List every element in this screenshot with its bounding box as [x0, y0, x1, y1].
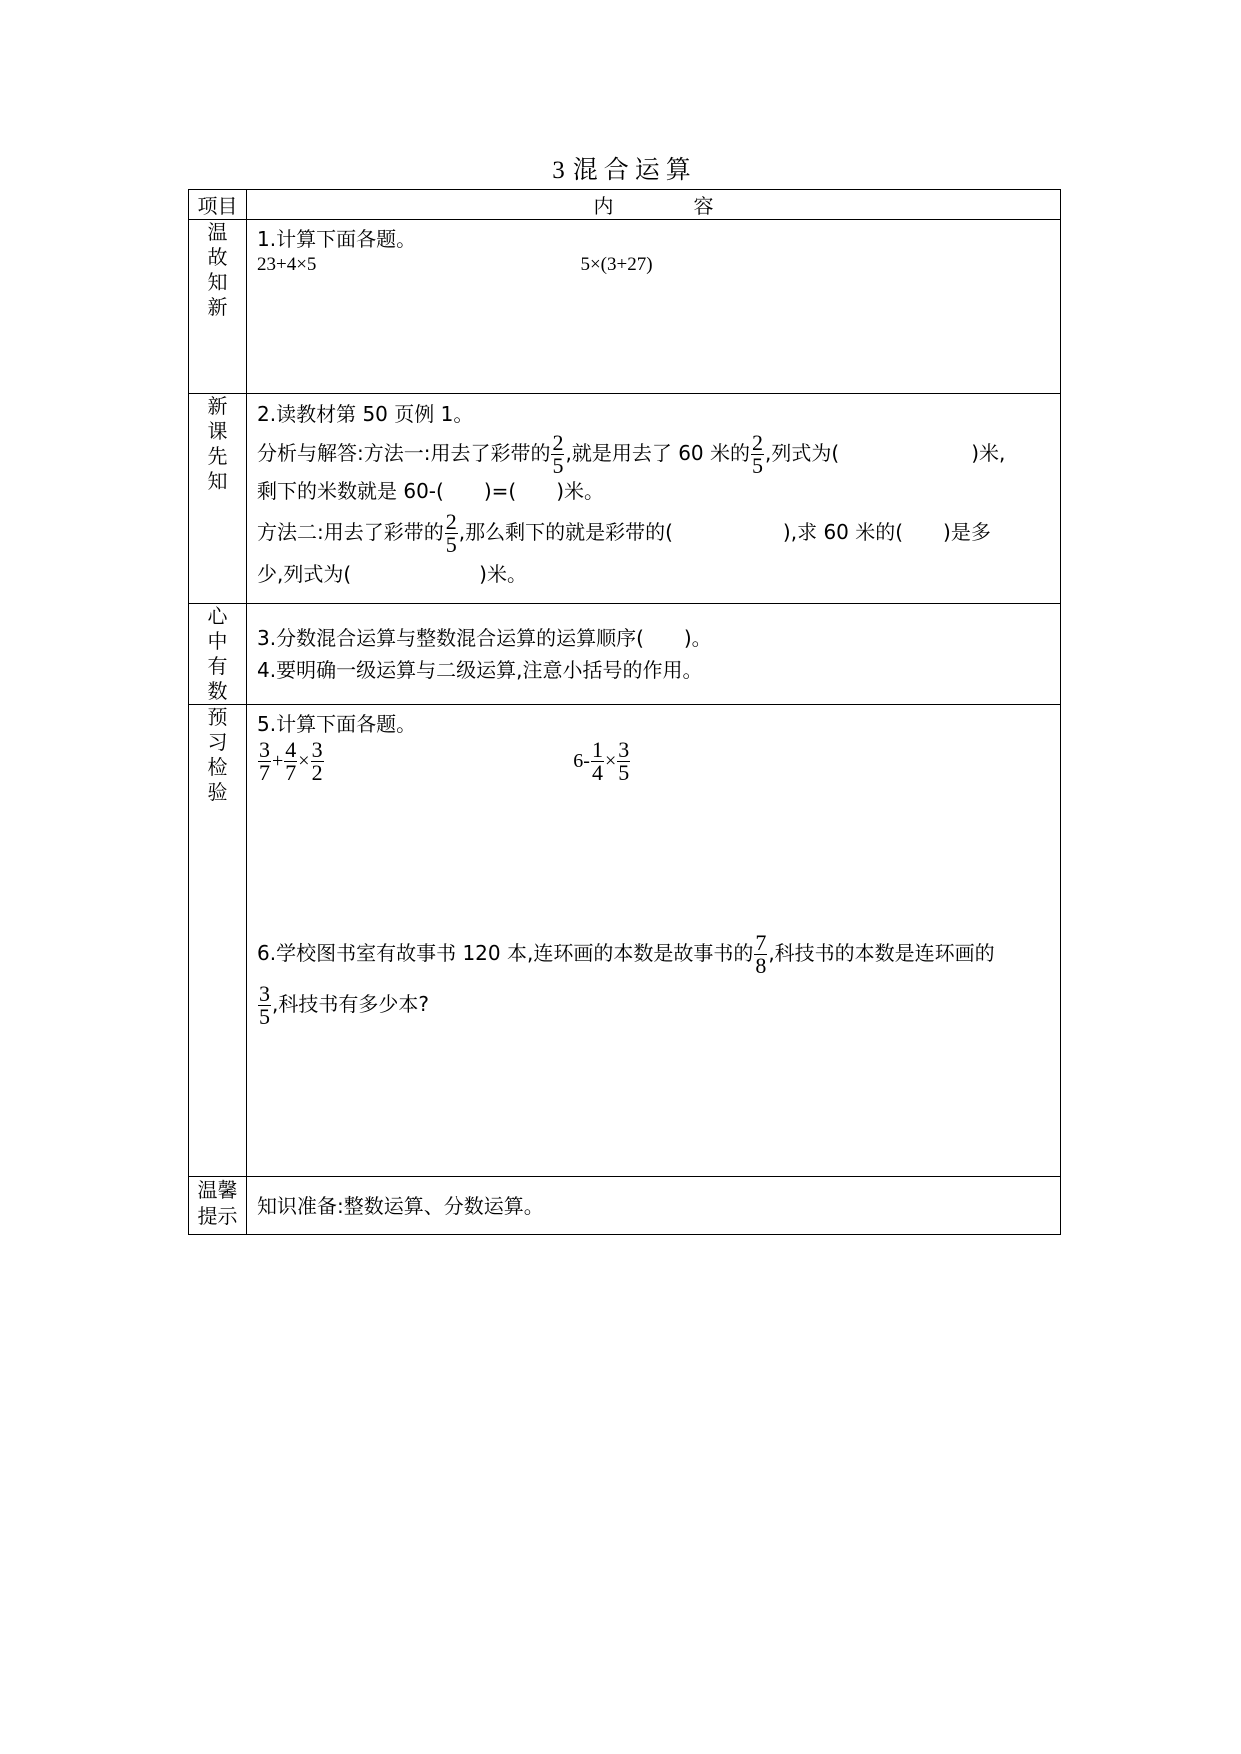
- lesson-number: 3: [552, 157, 565, 184]
- q3-text: 3.分数混合运算与整数混合运算的运算顺序( )。: [257, 626, 712, 650]
- worksheet-table: [188, 189, 1061, 1235]
- fraction-two-fifths: $\frac{2}{5}$: [752, 430, 764, 478]
- content-review: [247, 220, 1061, 394]
- header-content: 内 容: [247, 190, 1061, 220]
- content-preview: [247, 394, 1061, 604]
- fraction-two-fifths: $\frac{2}{5}$: [445, 509, 457, 557]
- page-title: [188, 153, 1061, 188]
- row-preview: [189, 394, 1061, 604]
- row-keypoints: [189, 604, 1061, 705]
- fraction-two-fifths: $\frac{2}{5}$: [552, 430, 564, 478]
- q1-expressions: [257, 252, 1050, 278]
- q4-text: 4.要明确一级运算与二级运算,注意小括号的作用。: [257, 658, 703, 682]
- content-tips: 知识准备:整数运算、分数运算。: [247, 1177, 1061, 1235]
- q6-line-2: $\frac{3}{5}$ ,科技书有多少本?: [259, 981, 429, 1029]
- expr-a: 23+4×5: [257, 254, 317, 275]
- table-header-row: [189, 190, 1061, 220]
- q6-line-1: 6.学校图书室有故事书 120 本,连环画的本数是故事书的 $\frac{7}{8}$ ,科技书的本数是连环画的: [257, 930, 995, 978]
- row-review: [189, 220, 1061, 394]
- header-item: 项目: [189, 190, 247, 220]
- q5-title: 5.计算下面各题。: [257, 712, 417, 736]
- label-review: 温故知新: [189, 220, 247, 394]
- q5-expressions: [257, 739, 1050, 784]
- q5-expr-2: 6- $\frac{1}{4}$ × $\frac{3}{5}$: [573, 737, 630, 785]
- label-keypoints: 心中有数: [189, 604, 247, 705]
- q2-title: 2.读教材第 50 页例 1。: [257, 402, 474, 426]
- preview-line-3: 方法二:用去了彩带的 $\frac{2}{5}$ ,那么剩下的就是彩带的( ),求 60 米的( )是多: [257, 509, 991, 557]
- q5-work-space: [257, 784, 1050, 932]
- label-check: 预习检验: [189, 705, 247, 1177]
- q1-title: 1.计算下面各题。: [257, 227, 417, 251]
- q5-expr-1: $\frac{3}{7}$ + $\frac{4}{7}$ × $\frac{3}{2}$: [259, 737, 323, 785]
- fraction-seven-eighths: $\frac{7}{8}$: [755, 930, 767, 978]
- label-preview: 新课先知: [189, 394, 247, 604]
- lesson-title: 混合运算: [572, 155, 697, 184]
- expr-b: 5×(3+27): [580, 254, 653, 275]
- label-tips: 温馨提示: [189, 1177, 247, 1235]
- row-tips: [189, 1177, 1061, 1235]
- preview-line-2: 剩下的米数就是 60-( )=( )米。: [257, 479, 604, 503]
- content-check: [247, 705, 1061, 1177]
- fraction-three-fifths: $\frac{3}{5}$: [259, 981, 270, 1029]
- preview-line-4: 少,列式为( )米。: [257, 562, 527, 586]
- content-keypoints: [247, 604, 1061, 705]
- preview-line-1: 分析与解答:方法一:用去了彩带的 $\frac{2}{5}$ ,就是用去了 60 米的 $\frac{2}{5}$ ,列式为( )米,: [257, 430, 1006, 478]
- row-check: [189, 705, 1061, 1177]
